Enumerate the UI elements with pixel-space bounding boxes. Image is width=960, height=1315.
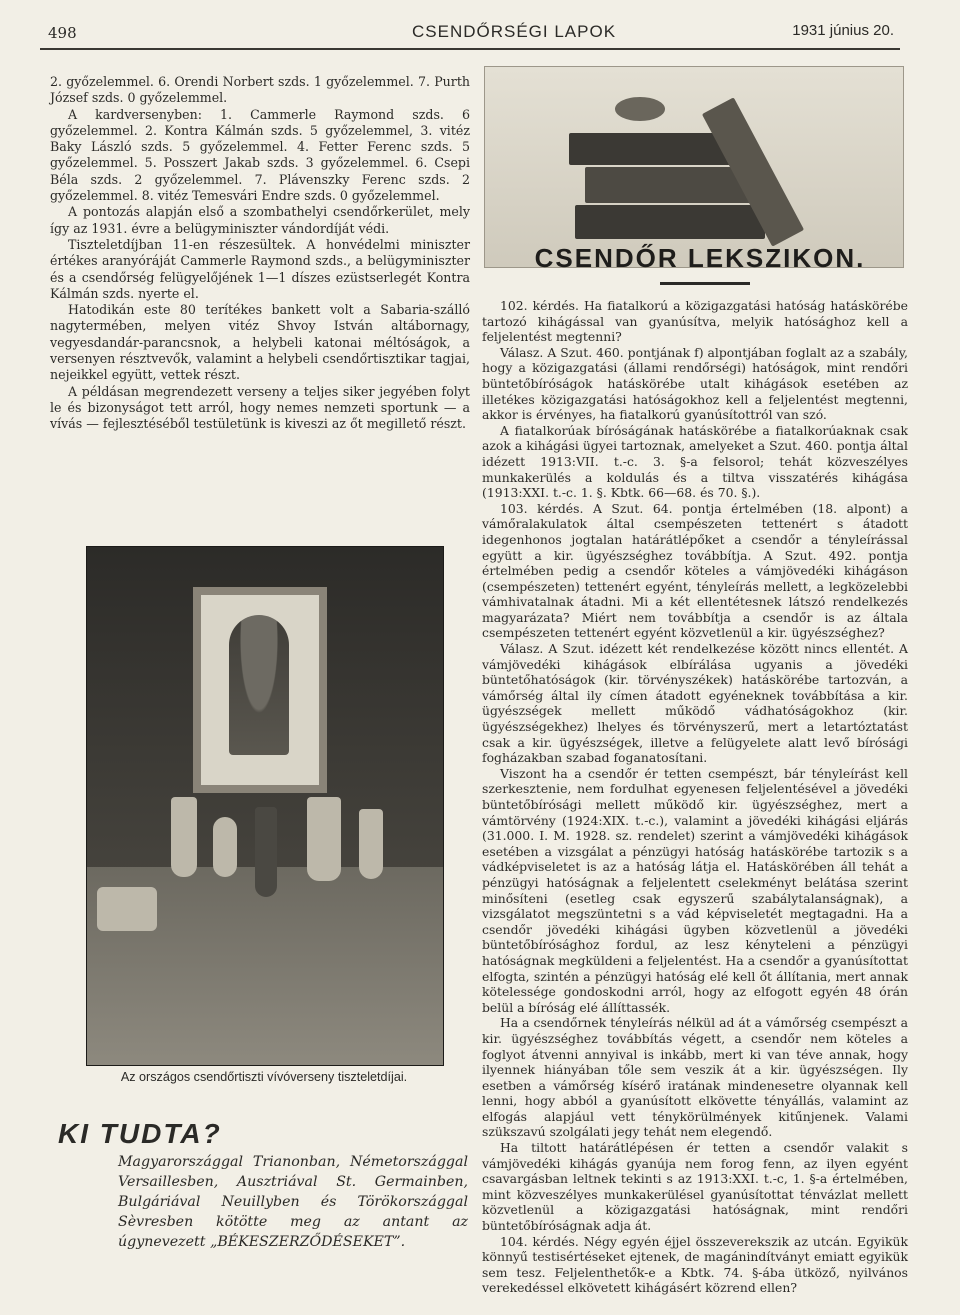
photo-caption: Az országos csendőrtiszti vívóverseny tiszteletdíjai. bbox=[120, 1070, 408, 1084]
trophy-cup bbox=[171, 797, 197, 877]
book bbox=[585, 167, 755, 203]
books-illustration bbox=[484, 66, 904, 268]
trophy-statuette bbox=[255, 807, 277, 897]
results-paragraph: 2. győzelemmel. 6. Orendi Norbert szds. 1 győzelemmel. 7. Purth József szds. 0 győzelemmel. bbox=[50, 74, 470, 106]
page-number: 498 bbox=[48, 24, 77, 42]
article-paragraph: A példásan megrendezett verseny a teljes siker jegyében folyt le és bizonyságot tett arról, hogy nemes nemzeti sportunk — a vívás — fejlesztéséből testületünk is kiveszi az őt megillető részt. bbox=[50, 383, 470, 432]
lexikon-paragraph: 103. kérdés. A Szut. 64. pontja értelmében (18. alpont) a vámőralakulatok által csempészeten tettenért s átadott idegenhonos jogtalan határátlépőket a csendőr a tényleírással együtt a kir. ügyészséghez továbbítja. A Szut. 492. pontja értelmében pedig a csendőr köteles a vámjövedéki kihágáson (csempészeten) tettenért egyént, tényleírás mellett, a legközelebbi vámhivatalnak átadni. Mi a két ellentétesnek látszó rendelkezés magyarázata? Miért nem továbbítja a csendőr is az általa csempészeten tettenért egyént közvetlenül a kir. ügyészséghez? bbox=[482, 500, 908, 641]
trophies-photo bbox=[86, 546, 444, 1066]
trophy-plate bbox=[97, 887, 157, 931]
framed-portrait bbox=[193, 587, 327, 793]
lexikon-column bbox=[482, 298, 908, 1296]
ki-tudta-text: Magyarországgal Trianonban, Németországgal Versaillesben, Ausztriával St. Germainben, Bulgáriával Neuillyben és Törökországgal Sèvresben kötötte meg az antant az úgynevezett „BÉKESZERZŐDÉSEKET”. bbox=[118, 1154, 468, 1250]
article-paragraph: Hatodikán este 80 terítékes bankett volt a Sabaria-szálló nagytermében, melyen vitéz Shvoy István altábornagy, vegyesdandár-parancsnok, a helybeli katonai méltóságok, a versenyen résztvevők, valamint a helybeli csendőrtisztikar tagjai, nejeikkel együtt, vettek részt. bbox=[50, 302, 470, 383]
page-header bbox=[40, 22, 900, 50]
lexikon-paragraph: Viszont ha a csendőr ér tetten csempészt, bár tényleírást kell szerkesztenie, nem fordulhat egyenesen feljelentésével a jövedéki büntetőbírósági mellett működő kir. ügyészséghez, mert a vámtörvény (1924:XIX. t.-c.), valamint a jövedéki kihágási eljárás (31.000. I. M. 1928. sz. rendelet) szerint a vámjövedéki kihágások esetében a vizsgálat a pénzügyi hatóság hatáskörébe tartozik s a vádképviseletet is az a hatóság látja el. Hatáskörében áll tehát a pénzügyi hatóságnak a feljelentett cselekményt belátása szerint minősíteni (esetleg csak egyszerű szabálytalanságnak), a vizsgálatot megszüntetni s a vád képviseletét megtagadni. Ha a csendőr jövedéki kihágási ügyben közvetlenül a jövedéki büntetőbírósághoz fordul, az lesz kényteleni a pénzügyi hatóságnak megküldeni a feljelentést. Ha a csendőr a gyanúsítottat elfogta, szintén a pénzügyi hatóság elé kell őt állítania, mert annak kötelessége gondoskodni arról, hogy az elfogott egyén 48 órán belül a bíróság elé állíttassék. bbox=[482, 765, 908, 1015]
lexikon-paragraph: A fiatalkorúak bíróságának hatáskörébe a fiatalkorúaknak csak azok a kihágási ügyei tartoznak, amelyeket a Szut. 460. pontja által idézett 1913:VII. t.-c. 3. §-a felsorol; tehát közveszélyes munkakerülés a koldulás és a tiltva visszatérés kihágása (1913:XXI. t.-c. 1. §. Kbtk. 66—68. és 70. §.). bbox=[482, 422, 908, 501]
lexikon-paragraph: 102. kérdés. Ha fiatalkorú a közigazgatási hatóság hatáskörébe tartozó kihágással van gyanúsítva, melyik hatósághoz kell a feljelentést megtenni? bbox=[482, 298, 908, 345]
lexikon-title: CSENDŐR LEKSZIKON. bbox=[534, 243, 866, 273]
lexikon-paragraph: Válasz. A Szut. idézett két rendelkezése között nincs ellentét. A vámjövedéki kihágások elbírálása ugyanis a jövedéki büntetőhatóságok (kir. törvényszékek) hatáskörébe tartozván, a vámőrség által ily címen átadott egyéneknek továbbítása a kir. ügyészségek mellett működő vádhatóságokhoz (kir. ügyészségekhez) lhelyes és törvényszerű, mert a letartóztatást csak a kir. ügyészségek, illetve a felügyelete alatt levő bírósági fogházakban szabad foganatosítani. bbox=[482, 641, 908, 766]
lexikon-paragraph: Ha tiltott határátlépésen ér tetten a csendőr valakit s vámjövedéki kihágás gyanúja nem forog fenn, az ilyen egyént csavargásban leltnek tekinti s az 1913:XXI. t.-c, 1. §-a értelmében, mint közveszélyes munkakerülésel gyanúsítottat ténvázlat mellett közvetlenül a közigazgatási hatóságnak, mint rendőri büntetőbíróságnak adja át. bbox=[482, 1140, 908, 1234]
trophy-clock bbox=[213, 817, 237, 877]
ki-tudta-heading: KI TUDTA? bbox=[58, 1118, 222, 1149]
lexikon-paragraph: 104. kérdés. Négy egyén éjjel összeverekszik az utcán. Egyikük könnyű testisértéseket ejtenek, de magánindítványt emiatt egyikük sem tesz. Feljelenthetők-e a Kbtk. 74. §-ába ütköző, nyilvános verekedéssel elkövetett kihágásért közrend ellen? bbox=[482, 1233, 908, 1296]
lexikon-paragraph: Válasz. A Szut. 460. pontjának f) alpontjában foglalt az a szabály, hogy a közigazgatási (állami rendőrségi) hatóságok, mint rendőri büntetőbíróságok hatáskörébe utalt kihágások esetében az illetékes közigazgatási hatóságokhoz kell a feljelentést megtenni, akkor is érvényes, ha fiatalkorú gyanúsítottról van szó. bbox=[482, 344, 908, 423]
book bbox=[575, 205, 765, 239]
issue-date: 1931 június 20. bbox=[792, 22, 894, 39]
article-paragraph: A pontozás alapján első a szombathelyi csendőrkerület, mely így az 1931. évre a belügyminiszter vándordíját védi. bbox=[50, 204, 470, 236]
trophy-cup bbox=[307, 797, 341, 881]
title-rule bbox=[660, 282, 750, 285]
article-paragraph: Tiszteletdíjban 11-en részesültek. A honvédelmi miniszter értékes aranyóráját Cammerle Raymond szds., a belügyminiszter és a csendőrség felügyelőjének 1—1 díszes ezüstserlegét Kontra Kálmán szds. nyerte el. bbox=[50, 236, 470, 301]
trophy-cup bbox=[359, 809, 383, 879]
lexikon-paragraph: Ha a csendőrnek tényleírás nélkül ad át a vámőrség csempészt a kir. ügyészséghez továbbítás végett, a csendőr nem köteles a foglyot átvenni annyival is inkább, mert ki van téve annak, hogy ilyennek hiányában tőle sem veszik át a kir. ügyészségen. Ily esetben a vámőrség kísérő iratának mindenesetre olyannak kell lenni, hogy abból a gyanúsított elkövette tényállás, valamint az elfogás alapjául vett ténykörülmények kitűnjenek. Valami szükszavú szolgálati jegy tehát nem elegendő. bbox=[482, 1015, 908, 1140]
publication-title: CSENDŐRSÉGI LAPOK bbox=[412, 22, 617, 41]
results-paragraph: A kardversenyben: 1. Cammerle Raymond szds. 6 győzelemmel. 2. Kontra Kálmán szds. 5 győzelemmel, 3. vitéz Baky László szds. 5 győzelemmel. 4. Fetter Ferenc szds. 5 győzelemmel. 5. Posszert Jakab szds. 3 győzelemmel. 6. Csepi Béla szds. 2 győzelemmel. 7. Plávenszky Ferenc szds. 2 győzelemmel. 8. vitéz Temesvári Endre szds. 0 győzelemmel. bbox=[50, 106, 470, 204]
left-column bbox=[50, 74, 470, 433]
oil-lamp bbox=[615, 97, 665, 121]
